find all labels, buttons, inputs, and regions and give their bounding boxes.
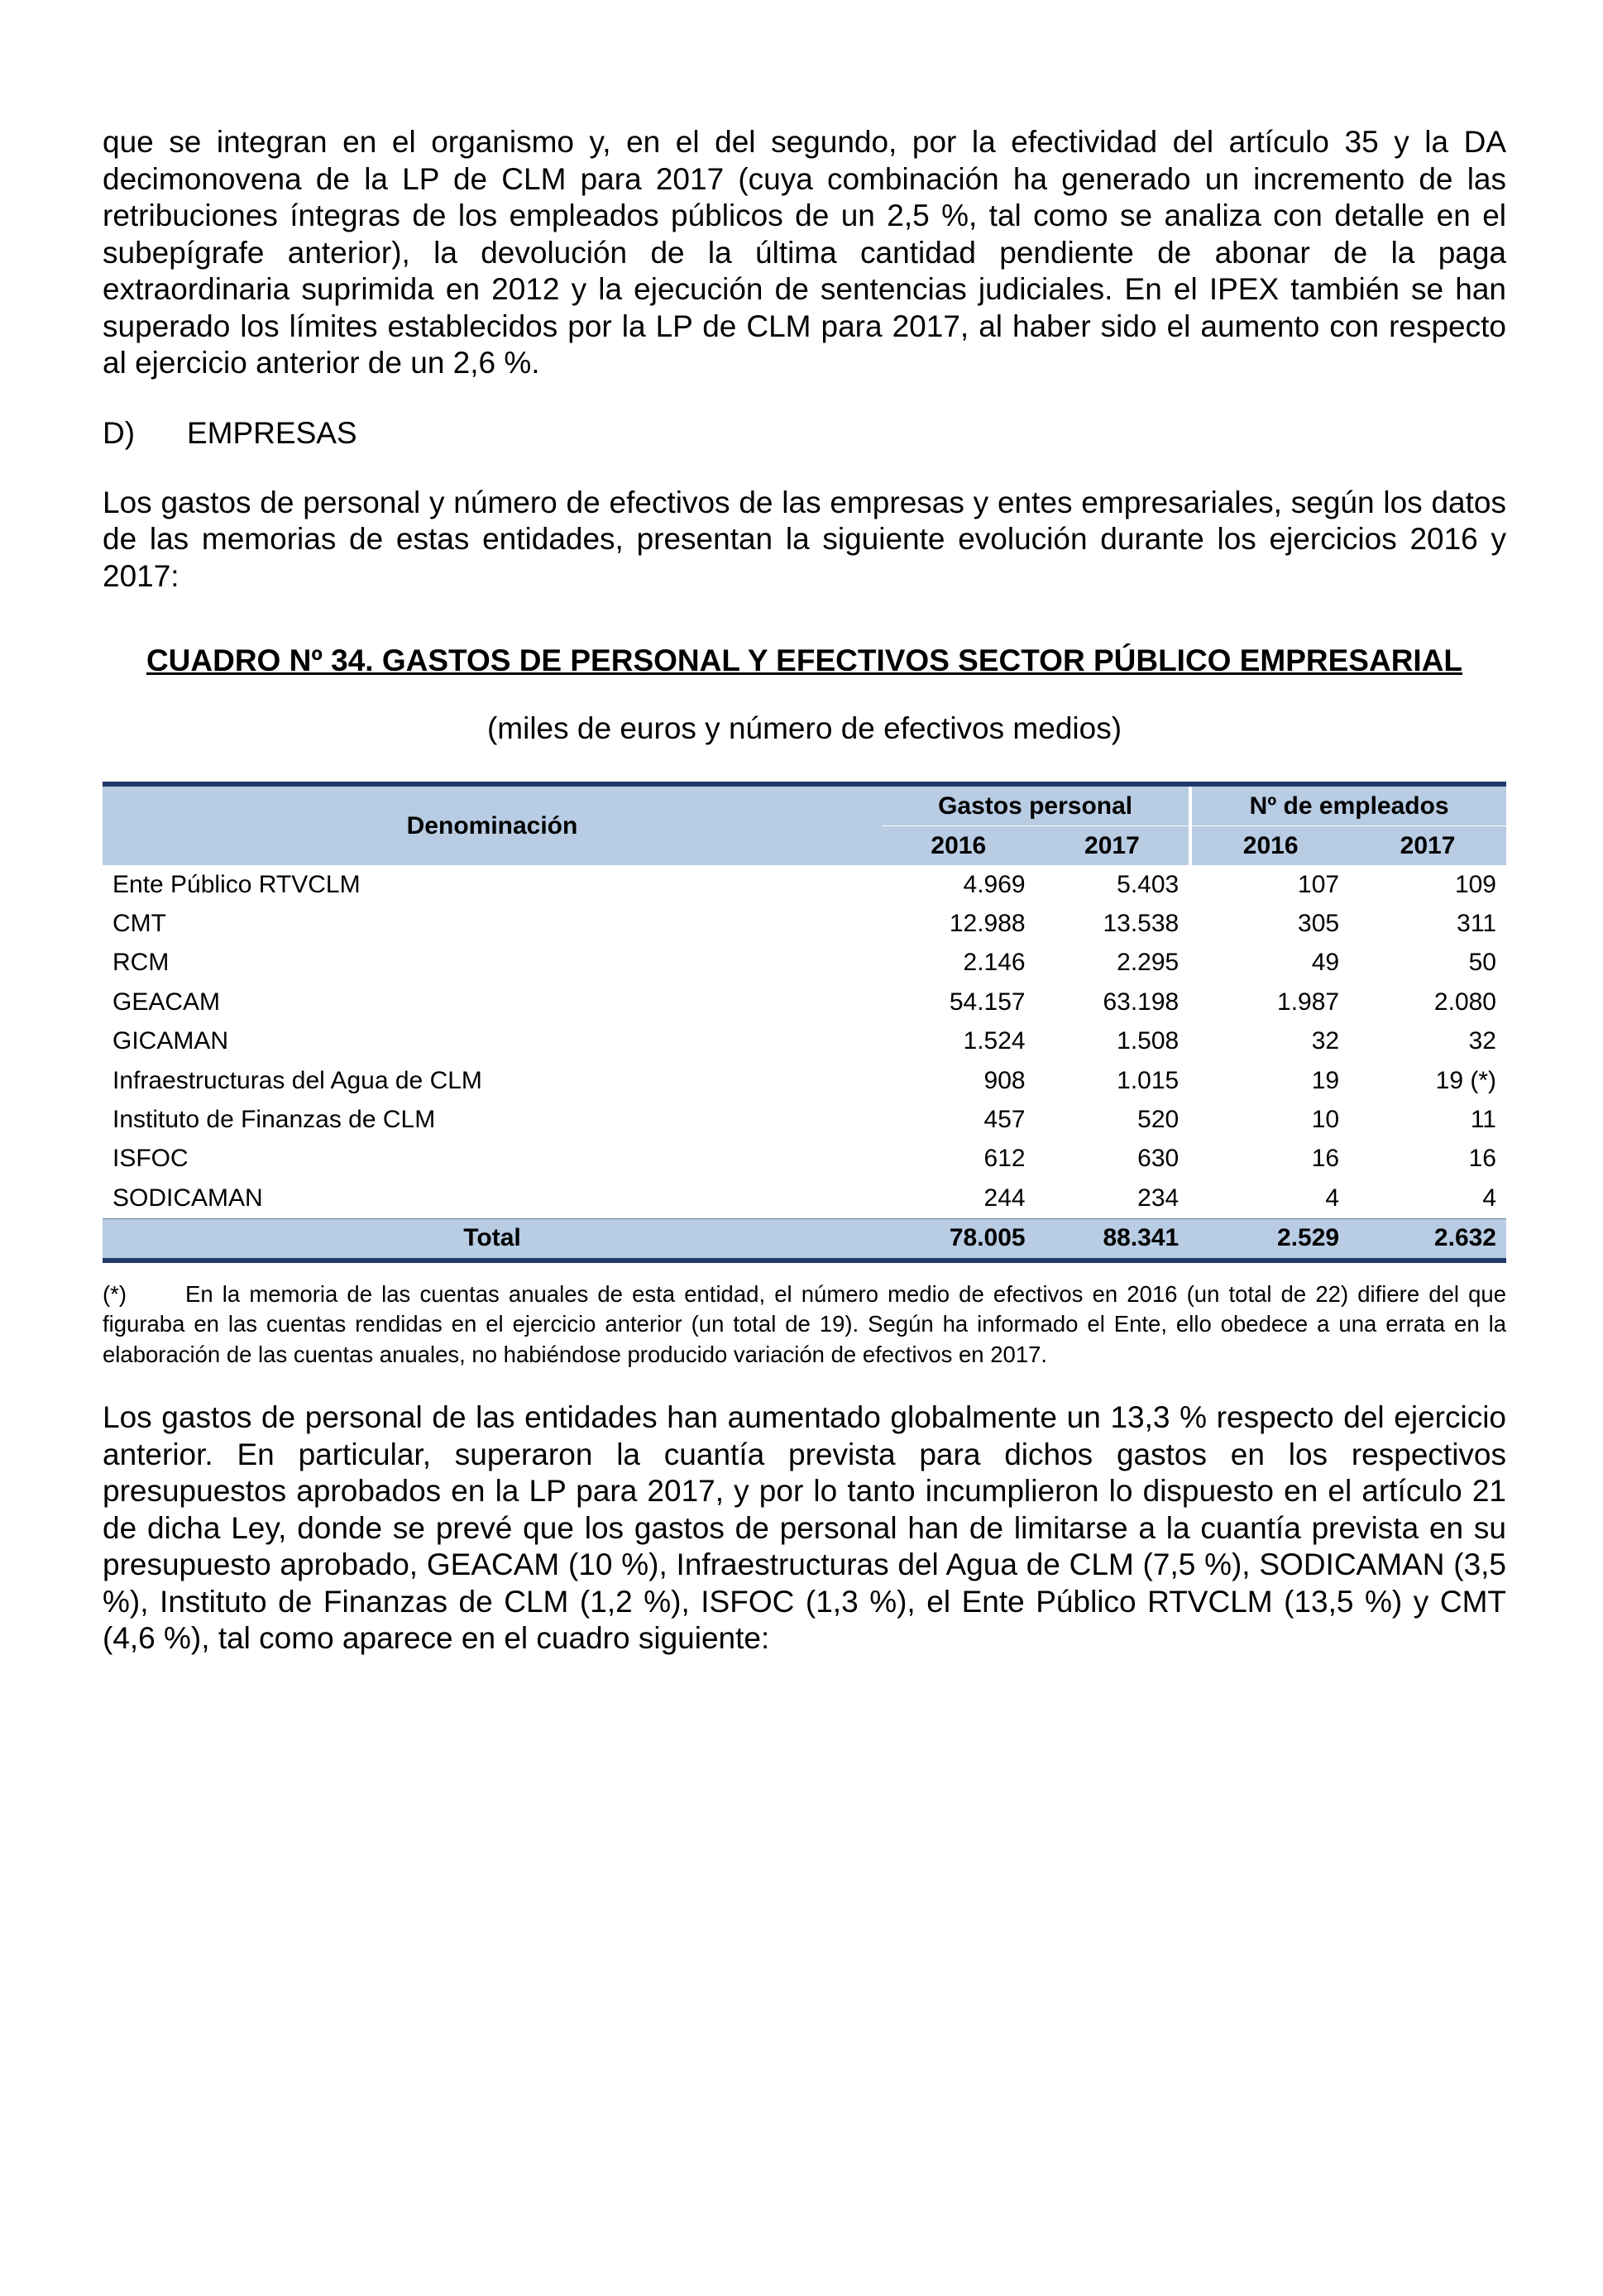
cell-empleados-2017: 32 bbox=[1468, 1027, 1496, 1055]
cell-empleados-2016: 10 bbox=[1311, 1106, 1340, 1134]
cell-gastos-2017: 2.295 bbox=[1117, 949, 1180, 977]
table-row bbox=[103, 1140, 1506, 1179]
header-year: 2017 bbox=[1349, 826, 1506, 866]
table-footnote bbox=[103, 1280, 1506, 1370]
cell-gastos-2017: 1.508 bbox=[1117, 1027, 1180, 1055]
cell-empleados-2017: 2.080 bbox=[1433, 988, 1496, 1016]
table-row bbox=[103, 904, 1506, 943]
footnote-mark: (*) bbox=[103, 1280, 127, 1307]
table-row bbox=[103, 1179, 1506, 1218]
cell-gastos-2017: 234 bbox=[1137, 1184, 1180, 1212]
cell-gastos-2017: 63.198 bbox=[1103, 988, 1180, 1016]
cell-gastos-2016: 612 bbox=[983, 1145, 1026, 1173]
cell-gastos-2017: 5.403 bbox=[1117, 870, 1180, 898]
cell-gastos-2016: 244 bbox=[983, 1184, 1026, 1212]
header-year: 2016 bbox=[882, 826, 1036, 866]
table-subtitle: (miles de euros y número de efectivos medios) bbox=[486, 711, 1122, 745]
total-empleados-2017: 2.632 bbox=[1349, 1218, 1506, 1260]
document-page bbox=[103, 124, 1506, 1657]
table-row bbox=[103, 1061, 1506, 1100]
cell-name: Infraestructuras del Agua de CLM bbox=[112, 1066, 482, 1094]
cell-gastos-2017: 1.015 bbox=[1117, 1066, 1180, 1094]
cell-name: ISFOC bbox=[112, 1145, 189, 1173]
cell-empleados-2017: 19 (*) bbox=[1435, 1066, 1496, 1094]
cell-gastos-2016: 1.524 bbox=[963, 1027, 1026, 1055]
cell-name: RCM bbox=[112, 949, 170, 977]
cell-empleados-2016: 305 bbox=[1298, 910, 1340, 938]
header-gastos-personal: Gastos personal bbox=[882, 784, 1189, 826]
section-heading bbox=[103, 415, 1506, 452]
table-header-row bbox=[103, 784, 1506, 826]
cell-name: Instituto de Finanzas de CLM bbox=[112, 1106, 436, 1134]
cell-gastos-2016: 54.157 bbox=[949, 988, 1026, 1016]
footnote-text: En la memoria de las cuentas anuales de esta entidad, el número medio de efectivos en 2016 (un total de 22) difiere del que figuraba en las cuentas rendidas en el ejercicio anterior (un total de 19). Según ha informado el Ente, ello obedece a una errata en la elaboración de las cuentas anuales, no habiéndose producido variación de efectivos en 2017. bbox=[103, 1280, 1506, 1367]
cell-name: SODICAMAN bbox=[112, 1184, 263, 1212]
cell-empleados-2017: 109 bbox=[1454, 870, 1496, 898]
cell-name: CMT bbox=[112, 910, 166, 938]
cell-gastos-2017: 13.538 bbox=[1103, 910, 1180, 938]
table-total-row bbox=[103, 1218, 1506, 1260]
section-paragraph: Los gastos de personal y número de efectivos de las empresas y entes empresariales, según los datos de las memorias de estas entidades, presentan la siguiente evolución durante los ejercicios 2016 y 2017: bbox=[103, 485, 1506, 593]
intro-paragraph: que se integran en el organismo y, en el del segundo, por la efectividad del artículo 35 y la DA decimonovena de la LP de CLM para 2017 (cuya combinación ha generado un incremento de las retribuciones íntegras de los empleados públicos de un 2,5 %, tal como se analiza con detalle en el subepígrafe anterior), la devolución de la última cantidad pendiente de abonar de la paga extraordinaria suprimida en 2012 y la ejecución de sentencias judiciales. En el IPEX también se han superado los límites establecidos por la LP de CLM para 2017, al haber sido el aumento con respecto al ejercicio anterior de un 2,6 %. bbox=[103, 125, 1506, 380]
cell-empleados-2017: 11 bbox=[1470, 1106, 1496, 1134]
cell-gastos-2017: 520 bbox=[1137, 1106, 1180, 1134]
cell-gastos-2016: 12.988 bbox=[949, 910, 1026, 938]
table-row bbox=[103, 865, 1506, 904]
cell-empleados-2016: 32 bbox=[1311, 1027, 1340, 1055]
cell-empleados-2016: 107 bbox=[1298, 870, 1340, 898]
closing-paragraph: Los gastos de personal de las entidades han aumentado globalmente un 13,3 % respecto del ejercicio anterior. En particular, superaron la cuantía prevista para dichos gastos en los respectivos presupuestos aprobados en la LP para 2017, y por lo tanto incumplieron lo dispuesto en el artículo 21 de dicha Ley, donde se prevé que los gastos de personal han de limitarse a la cuantía prevista en su presupuesto aprobado, GEACAM (10 %), Infraestructuras del Agua de CLM (7,5 %), SODICAMAN (3,5 %), Instituto de Finanzas de CLM (1,2 %), ISFOC (1,3 %), el Ente Público RTVCLM (13,5 %) y CMT (4,6 %), tal como aparece en el cuadro siguiente: bbox=[103, 1400, 1506, 1656]
header-year: 2017 bbox=[1036, 826, 1189, 866]
total-gastos-2016: 78.005 bbox=[882, 1218, 1036, 1260]
personnel-table bbox=[103, 782, 1506, 1263]
total-gastos-2017: 88.341 bbox=[1036, 1218, 1189, 1260]
header-num-empleados: Nº de empleados bbox=[1192, 784, 1506, 826]
section-title: EMPRESAS bbox=[187, 415, 357, 450]
cell-empleados-2016: 1.987 bbox=[1277, 988, 1340, 1016]
cell-empleados-2017: 50 bbox=[1468, 949, 1496, 977]
header-denominacion: Denominación bbox=[103, 784, 882, 865]
section-letter: D) bbox=[103, 415, 136, 450]
cell-empleados-2016: 49 bbox=[1311, 949, 1340, 977]
cell-empleados-2016: 4 bbox=[1325, 1184, 1340, 1212]
total-empleados-2016: 2.529 bbox=[1192, 1218, 1349, 1260]
cell-gastos-2016: 2.146 bbox=[963, 949, 1026, 977]
cell-gastos-2017: 630 bbox=[1137, 1145, 1180, 1173]
cell-empleados-2016: 19 bbox=[1311, 1066, 1340, 1094]
table-title: CUADRO Nº 34. GASTOS DE PERSONAL Y EFECTIVOS SECTOR PÚBLICO EMPRESARIAL bbox=[146, 643, 1463, 677]
table-row bbox=[103, 1100, 1506, 1139]
header-year: 2016 bbox=[1192, 826, 1349, 866]
cell-gastos-2016: 457 bbox=[983, 1106, 1026, 1134]
table-row bbox=[103, 1022, 1506, 1061]
cell-gastos-2016: 4.969 bbox=[963, 870, 1026, 898]
table-row bbox=[103, 944, 1506, 983]
cell-empleados-2017: 4 bbox=[1482, 1184, 1496, 1212]
cell-empleados-2017: 311 bbox=[1457, 910, 1496, 938]
total-label: Total bbox=[103, 1218, 882, 1260]
cell-name: GEACAM bbox=[112, 988, 221, 1016]
cell-name: Ente Público RTVCLM bbox=[112, 870, 361, 898]
table-row bbox=[103, 983, 1506, 1021]
cell-empleados-2017: 16 bbox=[1468, 1145, 1496, 1173]
cell-gastos-2016: 908 bbox=[983, 1066, 1026, 1094]
cell-name: GICAMAN bbox=[112, 1027, 229, 1055]
cell-empleados-2016: 16 bbox=[1311, 1145, 1340, 1173]
